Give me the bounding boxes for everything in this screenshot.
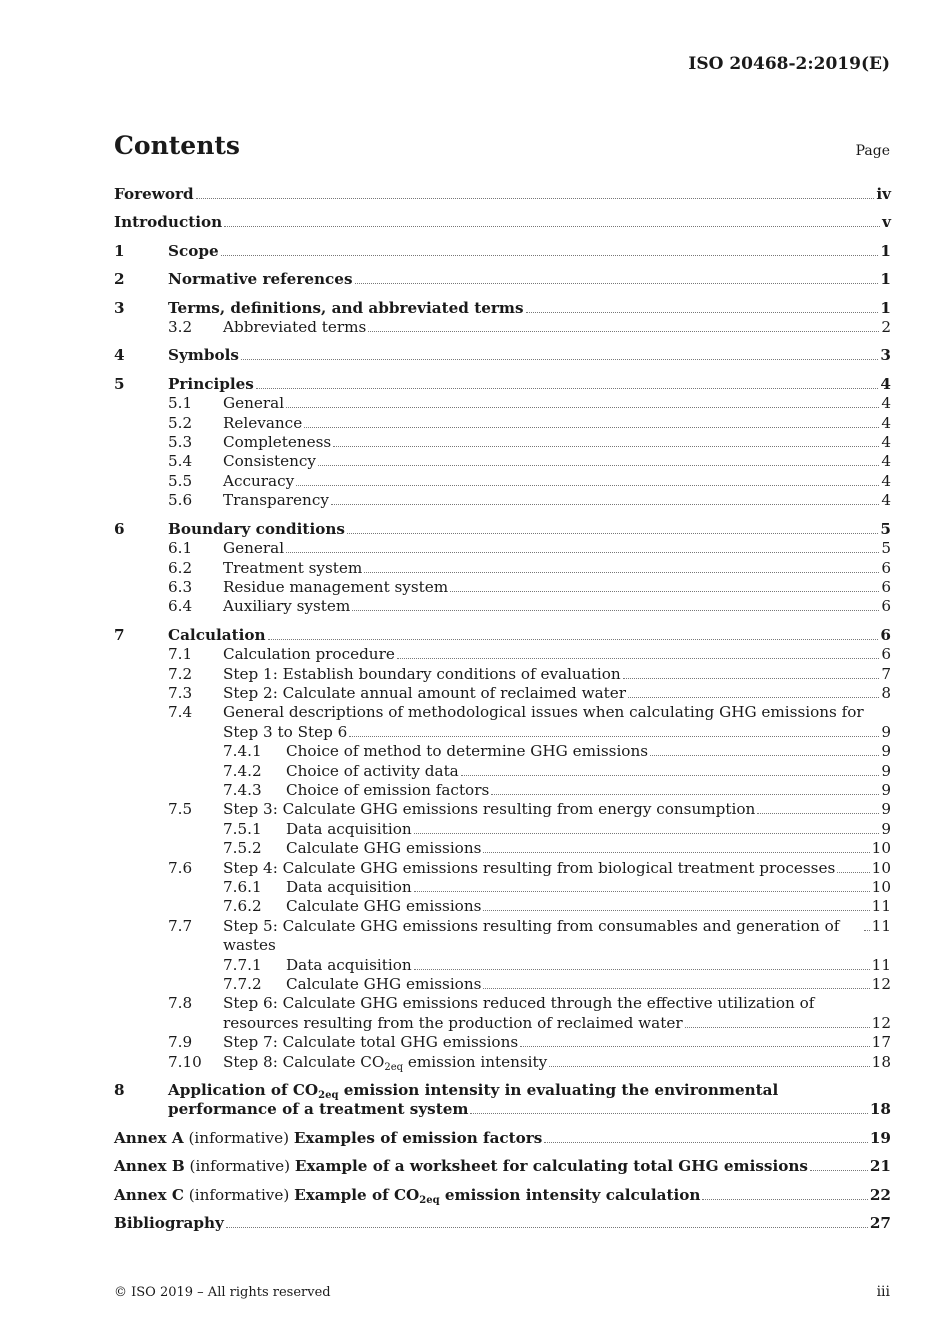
toc-entry-7-1[interactable] (114, 645, 891, 664)
toc-number: 7.3 (168, 683, 193, 702)
toc-title: Choice of method to determine GHG emissions (286, 742, 649, 761)
dot-leader (355, 283, 879, 284)
toc-number: 7.8 (168, 994, 193, 1013)
dot-leader (368, 331, 879, 332)
toc-title: Symbols (168, 346, 239, 365)
toc-entry-6[interactable] (114, 520, 891, 539)
toc-entry-annex-c[interactable] (114, 1186, 891, 1205)
toc-title: Step 2: Calculate annual amount of reclaimed water (223, 683, 626, 702)
toc-entry-7-4-line1[interactable] (114, 703, 891, 722)
toc-title: Step 8: Calculate $CO_{2eq}$ emission intensity (223, 1052, 548, 1073)
toc-page: 12 (871, 1013, 891, 1032)
toc-number: 6.3 (168, 577, 193, 596)
toc-entry-7-6[interactable] (114, 859, 891, 878)
toc-entry-7-5-1[interactable] (114, 820, 891, 839)
toc-number: 7 (114, 625, 125, 644)
toc-title: Accuracy (223, 471, 295, 490)
toc-page: 9 (881, 742, 891, 761)
toc-entry-5-3[interactable] (114, 433, 891, 452)
toc-number: 5.6 (168, 491, 193, 510)
dot-leader (333, 446, 879, 447)
toc-number: 3.2 (168, 318, 193, 337)
toc-title: Auxiliary system (223, 597, 351, 616)
toc-entry-7-6-2[interactable] (114, 897, 891, 916)
toc-page: v (882, 213, 891, 232)
toc-title: Annex C (informative) Example of $CO_{2eq}$ emission intensity calculation (114, 1185, 701, 1206)
toc-page: 5 (880, 519, 891, 538)
toc-title: Annex A (informative) Examples of emission factors (114, 1128, 543, 1147)
toc-page: 6 (880, 625, 891, 644)
dot-leader (810, 1170, 868, 1171)
toc-page: 4 (881, 413, 891, 432)
toc-entry-7-3[interactable] (114, 684, 891, 703)
dot-leader (241, 359, 878, 360)
dot-leader (352, 610, 879, 611)
toc-title: Abbreviated terms (223, 318, 367, 337)
toc-title: Residue management system (223, 577, 449, 596)
toc-page: 4 (881, 433, 891, 452)
toc-entry-5-1[interactable] (114, 394, 891, 413)
toc-entry-6-1[interactable] (114, 539, 891, 558)
toc-page: 18 (869, 1100, 891, 1119)
dot-leader (685, 1027, 870, 1028)
toc-page: 21 (869, 1157, 891, 1176)
toc-page: 9 (881, 761, 891, 780)
toc-number: 7.6.2 (223, 897, 262, 916)
toc-entry-7-4-3[interactable] (114, 781, 891, 800)
toc-entry-annex-a[interactable] (114, 1129, 891, 1148)
toc-page: 3 (880, 346, 891, 365)
toc-entry-7-4-line2[interactable] (114, 723, 891, 742)
dot-leader (623, 678, 880, 679)
toc-entry-7-7-1[interactable] (114, 956, 891, 975)
dot-leader (864, 930, 870, 931)
toc-number: 7.10 (168, 1052, 202, 1071)
toc-entry-bibliography[interactable] (114, 1214, 891, 1233)
toc-title: Step 7: Calculate total GHG emissions (223, 1033, 519, 1052)
dot-leader (196, 198, 875, 199)
toc-page: 4 (880, 374, 891, 393)
toc-page: 9 (881, 800, 891, 819)
toc-entry-5-6[interactable] (114, 491, 891, 510)
toc-page: 11 (871, 955, 891, 974)
dot-leader (347, 533, 878, 534)
toc-number: 4 (114, 346, 125, 365)
toc-entry-6-4[interactable] (114, 597, 891, 616)
toc-page: 6 (881, 577, 891, 596)
toc-number: 7.7.1 (223, 955, 262, 974)
table-of-contents (114, 185, 891, 1234)
toc-entry-3-2[interactable] (114, 318, 891, 337)
dot-leader (837, 872, 869, 873)
toc-title: Step 1: Establish boundary conditions of evaluation (223, 664, 621, 683)
toc-title: Choice of emission factors (286, 780, 490, 799)
toc-page: 4 (881, 471, 891, 490)
toc-title: Application of $CO_{2eq}$ emission intensity in evaluating the environmental (168, 1081, 779, 1102)
dot-leader (286, 407, 879, 408)
toc-entry-7-2[interactable] (114, 665, 891, 684)
toc-entry-4[interactable] (114, 346, 891, 365)
toc-title: General (223, 394, 285, 413)
toc-entry-7-7[interactable] (114, 917, 891, 956)
toc-entry-introduction[interactable] (114, 213, 891, 232)
document-code: ISO 20468-2:2019(E) (688, 54, 890, 74)
toc-page: 1 (880, 270, 891, 289)
toc-entry-7-8-line1[interactable] (114, 994, 891, 1013)
toc-entry-5-4[interactable] (114, 452, 891, 471)
toc-entry-7-4-1[interactable] (114, 742, 891, 761)
dot-leader (650, 755, 879, 756)
toc-entry-7-9[interactable] (114, 1033, 891, 1052)
toc-title: Calculate GHG emissions (286, 975, 482, 994)
toc-page: 10 (871, 839, 891, 858)
toc-title: Calculation procedure (223, 645, 395, 664)
toc-entry-5[interactable] (114, 375, 891, 394)
toc-title: Step 5: Calculate GHG emissions resulting from consumables and generation of wastes (223, 916, 840, 955)
toc-title: Calculate GHG emissions (286, 897, 482, 916)
toc-entry-8-line2[interactable] (114, 1100, 891, 1119)
toc-number: 7.6 (168, 858, 193, 877)
toc-entry-5-5[interactable] (114, 472, 891, 491)
dot-leader (256, 388, 879, 389)
toc-title: Data acquisition (286, 819, 412, 838)
toc-entry-1[interactable] (114, 242, 891, 261)
toc-number: 7.5.2 (223, 839, 262, 858)
toc-title: Step 3 to Step 6 (223, 722, 348, 741)
toc-title: General (223, 539, 285, 558)
toc-number: 7.4.3 (223, 780, 262, 799)
dot-leader (702, 1199, 867, 1200)
toc-entry-7-5[interactable] (114, 800, 891, 819)
toc-number: 5.1 (168, 394, 193, 413)
dot-leader (304, 427, 879, 428)
toc-title: Scope (168, 241, 219, 260)
toc-title: Boundary conditions (168, 519, 345, 538)
toc-number: 5.2 (168, 413, 193, 432)
dot-leader (318, 465, 879, 466)
toc-number: 2 (114, 270, 125, 289)
toc-page: 4 (881, 394, 891, 413)
toc-entry-7-8-line2[interactable] (114, 1014, 891, 1033)
toc-page: 8 (881, 683, 891, 702)
dot-leader (491, 794, 879, 795)
dot-leader (461, 775, 880, 776)
toc-number: 5 (114, 374, 125, 393)
dot-leader (331, 504, 879, 505)
toc-entry-7-5-2[interactable] (114, 839, 891, 858)
dot-leader (226, 1227, 868, 1228)
dot-leader (397, 658, 880, 659)
toc-title: Completeness (223, 433, 332, 452)
toc-title: Data acquisition (286, 878, 412, 896)
dot-leader (483, 852, 869, 853)
toc-title: Bibliography (114, 1214, 224, 1233)
toc-page: 1 (880, 298, 891, 317)
toc-title: Relevance (223, 413, 303, 432)
toc-number: 7.4.2 (223, 761, 262, 780)
dot-leader (450, 591, 879, 592)
toc-title: Transparency (223, 491, 329, 510)
toc-entry-5-2[interactable] (114, 414, 891, 433)
toc-entry-3[interactable] (114, 299, 891, 318)
toc-number: 7.4 (168, 703, 193, 722)
dot-leader (544, 1142, 867, 1143)
toc-number: 6.4 (168, 597, 193, 616)
toc-page: 6 (881, 558, 891, 577)
toc-number: 3 (114, 298, 125, 317)
toc-entry-6-2[interactable] (114, 559, 891, 578)
toc-entry-7-7-2[interactable] (114, 975, 891, 994)
toc-page: 12 (871, 975, 891, 994)
dot-leader (221, 255, 879, 256)
toc-title: Step 4: Calculate GHG emissions resulting from biological treatment processes (223, 858, 836, 877)
dot-leader (296, 485, 879, 486)
toc-page: 27 (869, 1214, 891, 1233)
toc-page: 19 (869, 1128, 891, 1147)
dot-leader (286, 552, 879, 553)
toc-number: 5.5 (168, 471, 193, 490)
toc-page: 11 (871, 897, 891, 916)
dot-leader (483, 910, 869, 911)
dot-leader (268, 639, 879, 640)
dot-leader (349, 736, 879, 737)
toc-number: 5.3 (168, 433, 193, 452)
toc-page: iv (876, 185, 891, 203)
toc-title: Foreword (114, 185, 194, 203)
toc-page: 7 (881, 664, 891, 683)
toc-entry-8-line1[interactable] (114, 1081, 891, 1100)
toc-number: 7.7.2 (223, 975, 262, 994)
toc-page: 11 (871, 916, 891, 935)
toc-number: 7.4.1 (223, 742, 262, 761)
toc-page: 1 (880, 241, 891, 260)
toc-title: Step 6: Calculate GHG emissions reduced through the effective utilization of (223, 994, 815, 1013)
toc-number: 7.5.1 (223, 819, 262, 838)
toc-page: 4 (881, 491, 891, 510)
toc-entry-7-4-2[interactable] (114, 762, 891, 781)
dot-leader (414, 891, 870, 892)
copyright-notice: © ISO 2019 – All rights reserved (114, 1285, 331, 1300)
toc-title: performance of a treatment system (168, 1100, 469, 1119)
toc-title: Choice of activity data (286, 761, 459, 780)
toc-page: 10 (871, 878, 891, 896)
toc-page: 4 (881, 452, 891, 471)
toc-number: 7.1 (168, 645, 193, 664)
toc-page: 6 (881, 597, 891, 616)
toc-title: Normative references (168, 270, 353, 289)
dot-leader (520, 1046, 870, 1047)
toc-page: 6 (881, 645, 891, 664)
toc-title: Principles (168, 374, 254, 393)
toc-number: 6 (114, 519, 125, 538)
dot-leader (224, 226, 880, 227)
toc-title: Treatment system (223, 558, 363, 577)
dot-leader (364, 572, 879, 573)
toc-title: resources resulting from the production of reclaimed water (223, 1013, 683, 1032)
toc-number: 7.5 (168, 800, 193, 819)
toc-title: Introduction (114, 213, 223, 232)
toc-title: Data acquisition (286, 955, 412, 974)
page-title: Contents (114, 131, 241, 160)
toc-page: 2 (881, 318, 891, 337)
toc-entry-7-10[interactable] (114, 1053, 891, 1072)
toc-title: Annex B (informative) Example of a worksheet for calculating total GHG emissions (114, 1157, 808, 1176)
toc-entry-6-3[interactable] (114, 578, 891, 597)
toc-page: 18 (871, 1052, 891, 1071)
toc-page: 17 (871, 1033, 891, 1052)
dot-leader (628, 697, 879, 698)
toc-title: Terms, definitions, and abbreviated terms (168, 298, 524, 317)
toc-page: 9 (881, 722, 891, 741)
toc-page: 9 (881, 780, 891, 799)
toc-title: General descriptions of methodological issues when calculating GHG emissions for (223, 703, 864, 722)
toc-entry-2[interactable] (114, 270, 891, 289)
page-number: iii (876, 1284, 890, 1300)
toc-number: 1 (114, 241, 125, 260)
toc-number: 5.4 (168, 452, 193, 471)
toc-number: 7.7 (168, 916, 193, 935)
toc-number: 6.1 (168, 539, 193, 558)
toc-entry-foreword[interactable] (114, 185, 891, 204)
dot-leader (757, 813, 879, 814)
toc-page: 22 (869, 1185, 891, 1204)
toc-page: 10 (871, 858, 891, 877)
toc-page: 5 (881, 539, 891, 558)
toc-number: 6.2 (168, 558, 193, 577)
toc-number: 8 (114, 1081, 125, 1100)
toc-entry-annex-b[interactable] (114, 1157, 891, 1176)
toc-number: 7.9 (168, 1033, 193, 1052)
toc-page: 9 (881, 819, 891, 838)
dot-leader (470, 1113, 867, 1114)
page-column-label: Page (855, 143, 890, 159)
toc-title: Calculate GHG emissions (286, 839, 482, 858)
dot-leader (414, 833, 880, 834)
dot-leader (549, 1066, 869, 1067)
dot-leader (526, 312, 879, 313)
toc-entry-7[interactable] (114, 626, 891, 645)
toc-title: Step 3: Calculate GHG emissions resulting from energy consumption (223, 800, 756, 819)
dot-leader (414, 969, 870, 970)
toc-title: Consistency (223, 452, 316, 471)
toc-number: 7.2 (168, 664, 193, 683)
toc-number: 7.6.1 (223, 878, 262, 896)
toc-title: Calculation (168, 625, 266, 644)
dot-leader (483, 988, 869, 989)
toc-entry-7-6-1[interactable] (114, 878, 891, 897)
